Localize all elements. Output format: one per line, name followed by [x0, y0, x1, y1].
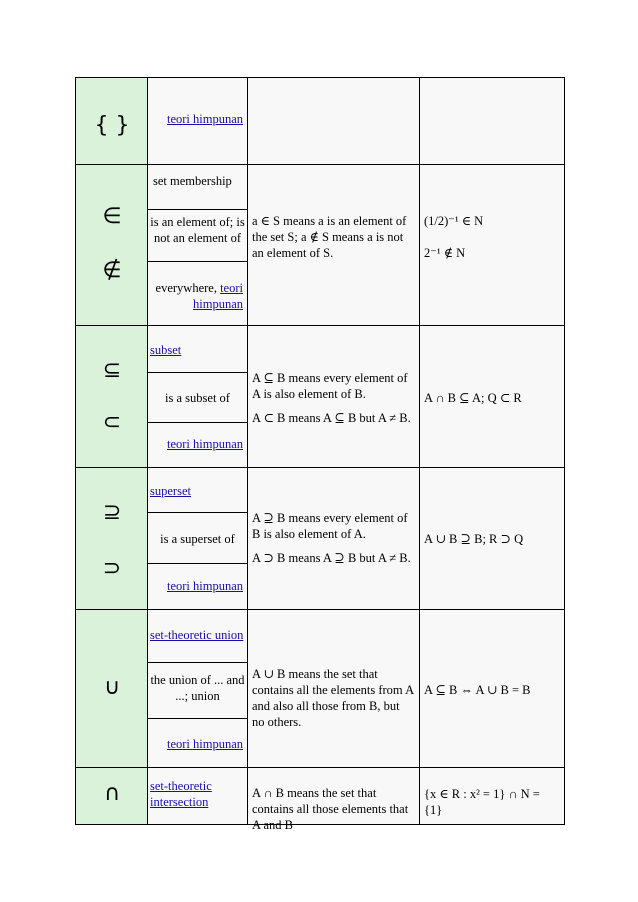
description: A ⊇ B means every element of B is also element of A.	[252, 511, 408, 541]
symbol-name-link[interactable]: set-theoretic intersection	[150, 779, 212, 809]
subset-or-equal-symbol: ⊆	[102, 358, 122, 383]
table-row	[76, 78, 564, 164]
category-link[interactable]: teori himpunan	[166, 437, 243, 451]
example: {x ∈ R : x² = 1} ∩ N = {1}	[424, 787, 540, 817]
read-as: is a subset of	[165, 391, 230, 405]
description: A ⊆ B means every element of A is also element of B.	[252, 371, 408, 401]
proper-superset-symbol: ⊃	[102, 556, 122, 581]
example: (1/2)⁻¹ ∈ N	[424, 214, 484, 228]
example: A ⊆ B ⇔ A ∪ B = B	[424, 683, 531, 697]
table-row	[76, 325, 564, 467]
description: A ∪ B means the set that contains all the elements from A and also all those from B, but no others.	[252, 667, 414, 729]
read-as: the union of ... and ...; union	[150, 673, 245, 703]
symbol-name-link[interactable]: subset	[150, 343, 182, 357]
category-link[interactable]: teori himpunan	[166, 737, 243, 751]
intersection-symbol: ∩	[103, 781, 121, 806]
table-row	[76, 164, 564, 325]
category-link[interactable]: teori himpunan	[166, 579, 243, 593]
category-link[interactable]: teori himpunan	[193, 281, 243, 311]
example: 2⁻¹ ∉ N	[424, 246, 466, 260]
category-prefix: everywhere,	[155, 281, 217, 295]
example: A ∩ B ⊆ A; Q ⊂ R	[424, 391, 522, 405]
table-row	[76, 609, 564, 767]
element-of-symbol: ∈	[102, 204, 122, 229]
read-as: is a superset of	[160, 532, 235, 546]
symbol-name-link[interactable]: set-theoretic union	[150, 628, 244, 642]
description: A ⊃ B means A ⊇ B but A ≠ B.	[252, 551, 411, 565]
category-link[interactable]: teori himpunan	[166, 112, 243, 126]
read-as: is an element of; is not an element of	[150, 215, 245, 245]
symbol-name: set membership	[153, 174, 232, 188]
proper-subset-symbol: ⊂	[102, 410, 122, 435]
superset-or-equal-symbol: ⊇	[102, 500, 122, 525]
union-symbol: ∪	[103, 675, 121, 700]
not-element-of-symbol: ∉	[102, 258, 122, 283]
table-row	[76, 467, 564, 609]
braces-symbol: { }	[94, 113, 130, 138]
symbol-table	[75, 77, 565, 832]
symbol-name-link[interactable]: superset	[150, 484, 191, 498]
table-row	[76, 767, 564, 832]
example: A ∪ B ⊇ B; R ⊃ Q	[424, 532, 524, 546]
description: a ∈ S means a is an element of the set S; a ∉ S means a is not an element of S.	[252, 214, 407, 260]
description: A ⊂ B means A ⊆ B but A ≠ B.	[252, 411, 411, 425]
description: A ∩ B means the set that contains all those elements that A and B	[252, 786, 409, 832]
